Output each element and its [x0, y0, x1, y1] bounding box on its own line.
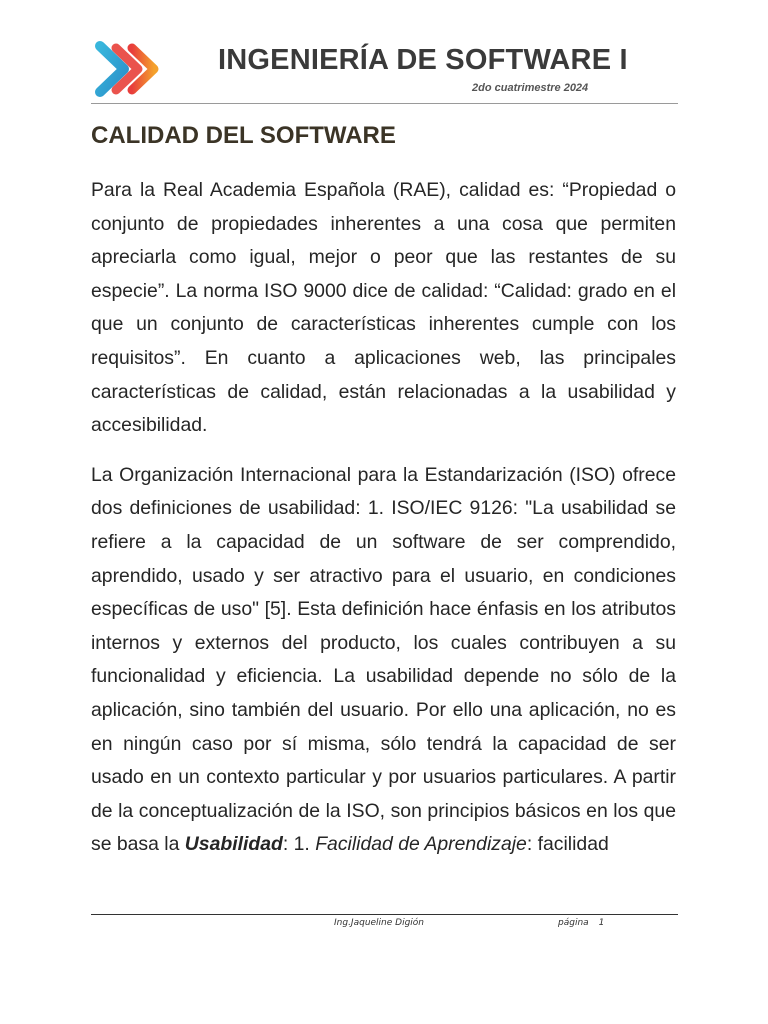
paragraph-2-text-end: : facilidad	[526, 833, 609, 856]
document-title: INGENIERÍA DE SOFTWARE I	[218, 44, 628, 76]
double-chevron-logo-icon	[94, 40, 162, 98]
paragraph-2-bold-term: Usabilidad	[184, 833, 283, 856]
paragraph-1: Para la Real Academia Española (RAE), calidad es: “Propiedad o conjunto de propiedades inherentes a una cosa que permiten apreciarla como igual, mejor o peor que las restantes de su especie”. La norma ISO 9000 dice de calidad: “Calidad: grado en el que un conjunto de características inherentes cumple con los requisitos”. En cuanto a aplicaciones web, las principales características de calidad, están relacionadas a la usabilidad y accesibilidad.	[91, 179, 676, 437]
header-divider	[91, 103, 678, 104]
section-heading: CALIDAD DEL SOFTWARE	[91, 122, 396, 149]
footer-page-value: 1	[598, 918, 605, 928]
footer-page-label: página	[558, 918, 589, 928]
document-subtitle: 2do cuatrimestre 2024	[472, 82, 589, 94]
paragraph-2-italic-term: Facilidad de Aprendizaje	[315, 833, 527, 856]
paragraph-2-text-mid: : 1.	[282, 833, 316, 856]
footer-author: Ing.Jaqueline Digión	[334, 918, 425, 928]
paragraph-2	[91, 459, 676, 862]
paragraph-2-text-start: La Organización Internacional para la Estandarización (ISO) ofrece dos definiciones de usabilidad: 1. ISO/IEC 9126: "La usabilidad se refiere a la capacidad de un software de ser comprendido, aprendido, usado y ser atractivo para el usuario, en condiciones específicas de uso" [5]. Esta definición hace énfasis en los atributos internos y externos del producto, los cuales contribuyen a su funcionalidad y eficiencia. La usabilidad depende no sólo de la aplicación, sino también del usuario. Por ello una aplicación, no es en ningún caso por sí misma, sólo tendrá la capacidad de ser usado en un contexto particular y por usuarios particulares. A partir de la conceptualización de la ISO, son principios básicos en los que se basa la	[91, 463, 676, 856]
footer-page-number	[558, 918, 604, 928]
footer-divider	[91, 914, 678, 915]
body-text	[91, 174, 676, 862]
